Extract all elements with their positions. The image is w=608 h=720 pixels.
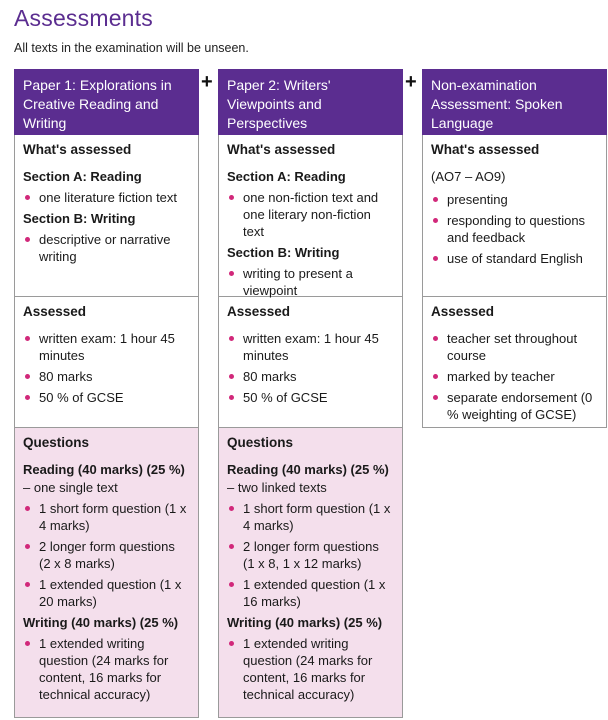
column-heading: Paper 2: Writers' Viewpoints and Perspectives <box>218 69 403 135</box>
spoken-language-column <box>422 69 607 428</box>
list-item: 1 extended question (1 x 16 marks) <box>227 576 394 610</box>
assessed-box <box>14 297 199 428</box>
whats-assessed-box <box>14 135 199 297</box>
section-b-list <box>227 265 394 299</box>
assessed-box <box>218 297 403 428</box>
reading-subtitle: – two linked texts <box>227 480 327 495</box>
page-title: Assessments <box>14 5 153 31</box>
box-title: Assessed <box>227 304 291 319</box>
list-item: 80 marks <box>23 368 190 385</box>
box-title: What's assessed <box>227 142 336 157</box>
list-item: 1 extended question (1 x 20 marks) <box>23 576 190 610</box>
plus-icon: + <box>405 71 417 93</box>
list-item: use of standard English <box>431 250 598 267</box>
reading-title: Reading (40 marks) (25 %) <box>227 462 389 477</box>
questions-box <box>14 428 199 718</box>
list-item: 2 longer form questions (2 x 8 marks) <box>23 538 190 572</box>
writing-title: Writing (40 marks) (25 %) <box>23 615 179 630</box>
list-item: descriptive or narrative writing <box>23 231 190 265</box>
writing-title: Writing (40 marks) (25 %) <box>227 615 383 630</box>
box-title: What's assessed <box>23 142 132 157</box>
column-heading: Non-examination Assessment: Spoken Language <box>422 69 607 135</box>
page-subtitle: All texts in the examination will be unseen. <box>14 41 249 55</box>
list-item: marked by teacher <box>431 368 598 385</box>
questions-box <box>218 428 403 718</box>
list-item: 50 % of GCSE <box>23 389 190 406</box>
list-item: 2 longer form questions (1 x 8, 1 x 12 marks) <box>227 538 394 572</box>
whats-assessed-box <box>218 135 403 297</box>
list-item: 1 short form question (1 x 4 marks) <box>23 500 190 534</box>
box-title: What's assessed <box>431 142 540 157</box>
assessed-list <box>227 330 394 406</box>
list-item: 1 extended writing question (24 marks for content, 16 marks for technical accuracy) <box>23 635 190 703</box>
list-item: separate endorsement (0 % weighting of GCSE) <box>431 389 598 423</box>
assessed-box <box>422 297 607 428</box>
list-item: teacher set throughout course <box>431 330 598 364</box>
reading-title: Reading (40 marks) (25 %) <box>23 462 185 477</box>
ao-range: (AO7 – AO9) <box>431 169 506 184</box>
paper-1-column <box>14 69 199 718</box>
section-a-list <box>23 189 190 206</box>
list-item: 1 short form question (1 x 4 marks) <box>227 500 394 534</box>
list-item: writing to present a viewpoint <box>227 265 394 299</box>
list-item: presenting <box>431 191 598 208</box>
list-item: written exam: 1 hour 45 minutes <box>227 330 394 364</box>
list-item: 1 extended writing question (24 marks for content, 16 marks for technical accuracy) <box>227 635 394 703</box>
reading-subtitle: – one single text <box>23 480 118 495</box>
writing-list <box>23 635 190 703</box>
assessed-list <box>431 330 598 423</box>
section-b-title: Section B: Writing <box>23 211 136 226</box>
list-item: written exam: 1 hour 45 minutes <box>23 330 190 364</box>
writing-list <box>227 635 394 703</box>
reading-list <box>227 500 394 610</box>
section-a-title: Section A: Reading <box>227 169 346 184</box>
plus-icon: + <box>201 71 213 93</box>
list-item: 80 marks <box>227 368 394 385</box>
box-title: Questions <box>23 435 90 450</box>
assessed-list <box>23 330 190 406</box>
reading-list <box>23 500 190 610</box>
section-a-title: Section A: Reading <box>23 169 142 184</box>
section-b-title: Section B: Writing <box>227 245 340 260</box>
box-title: Assessed <box>431 304 495 319</box>
what-list <box>431 191 598 267</box>
column-heading: Paper 1: Explorations in Creative Reading and Writing <box>14 69 199 135</box>
section-b-list <box>23 231 190 265</box>
whats-assessed-box <box>422 135 607 297</box>
list-item: one non-fiction text and one literary non-fiction text <box>227 189 394 240</box>
list-item: 50 % of GCSE <box>227 389 394 406</box>
list-item: one literature fiction text <box>23 189 190 206</box>
box-title: Questions <box>227 435 294 450</box>
section-a-list <box>227 189 394 240</box>
list-item: responding to questions and feedback <box>431 212 598 246</box>
box-title: Assessed <box>23 304 87 319</box>
paper-2-column <box>218 69 403 718</box>
